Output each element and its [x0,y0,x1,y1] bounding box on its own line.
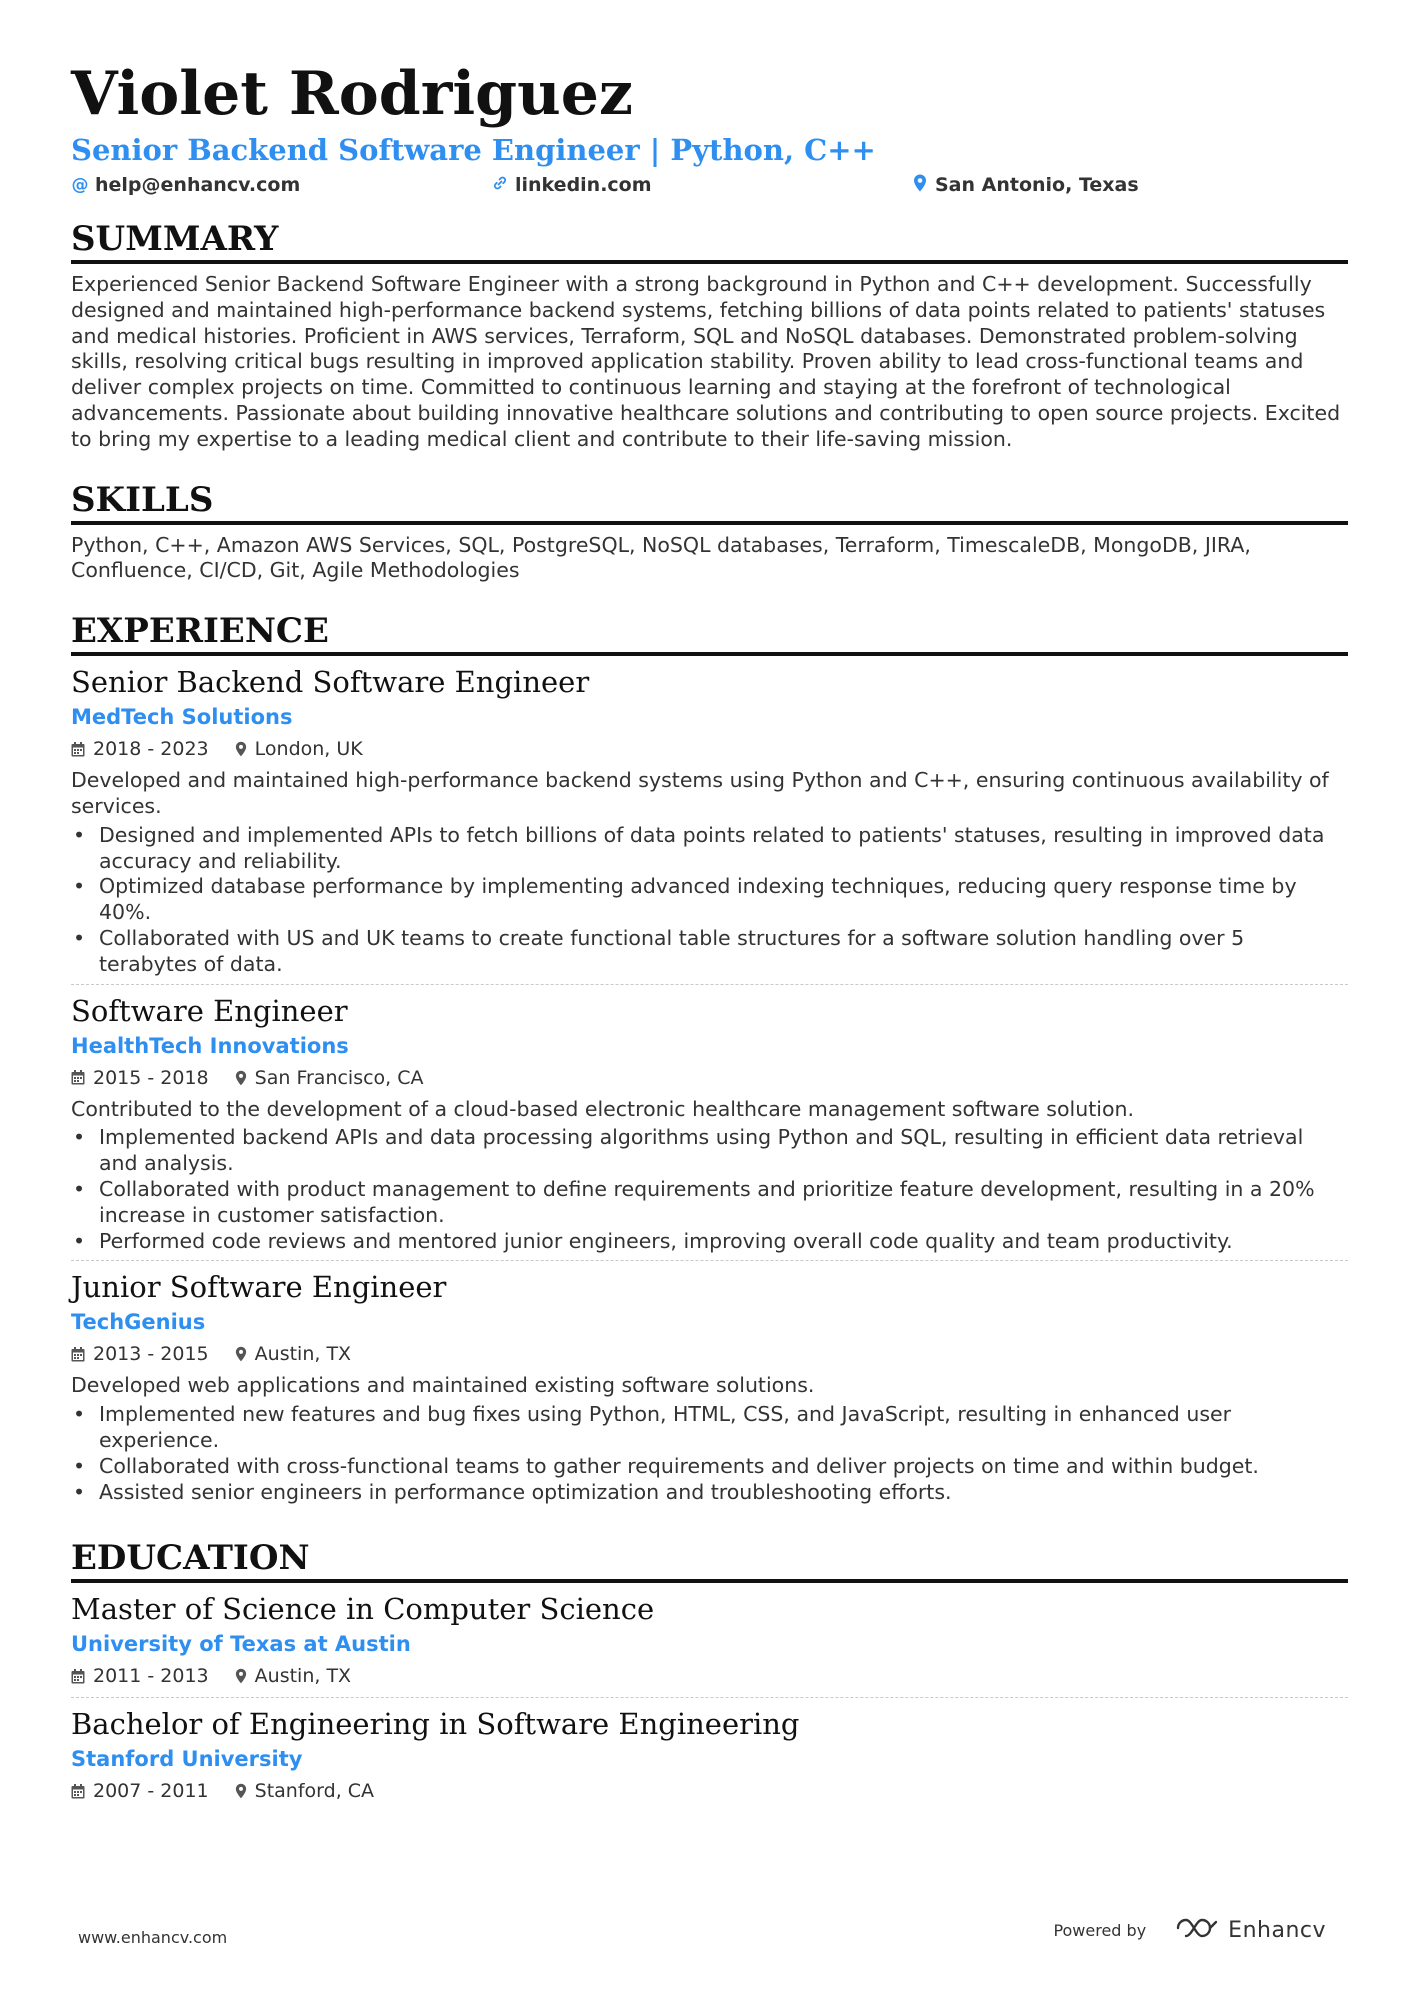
entry-dates: 2015 - 2018 [93,1066,209,1089]
entry-meta [71,1776,1348,1806]
list-item: • Designed and implemented APIs to fetch billions of data points related to patients' statuses, resulting in improved data accuracy and reliability. [71,823,1348,875]
contact-location [911,174,1139,197]
job-description: Contributed to the development of a cloud-based electronic healthcare management software solution. [71,1096,1135,1121]
powered-by-label: Powered by [1053,1920,1147,1940]
school-name: University of Texas at Austin [71,1632,411,1657]
entry-dates: 2018 - 2023 [93,738,209,761]
contact-linkedin-text: linkedin.com [515,174,652,196]
education-entry [71,1591,1348,1698]
list-item: • Collaborated with US and UK teams to create functional table structures for a software solution handling over 5 terabytes of data. [71,926,1348,978]
location-pin-icon [235,1668,247,1684]
job-title: Junior Software Engineer [71,1270,447,1305]
list-item: • Collaborated with product management to define requirements and prioritize feature development, resulting in a 20% increase in customer satisfaction. [71,1177,1348,1229]
calendar-icon [71,1347,85,1362]
entry-location: Austin, TX [254,1665,352,1688]
contact-email-text: help@enhancv.com [95,174,301,196]
contact-email[interactable] [71,174,491,196]
map-pin-icon [911,174,929,197]
degree-title: Master of Science in Computer Science [71,1592,655,1627]
link-icon [491,175,509,196]
footer-website[interactable]: www.enhancv.com [78,1928,228,1947]
brand-name: Enhancv [1228,1917,1326,1943]
job-title: Software Engineer [71,993,348,1028]
list-item: • Optimized database performance by implementing advanced indexing techniques, reducing query response time by 40%. [71,874,1348,926]
list-item: • Collaborated with cross-functional teams to gather requirements and deliver projects on time and within budget. [71,1454,1348,1480]
summary-title: SUMMARY [71,218,1348,264]
job-title: Senior Backend Software Engineer [71,665,590,700]
entry-meta [71,1063,1348,1093]
location-pin-icon [235,1346,247,1362]
company-name: TechGenius [71,1310,206,1335]
contact-linkedin[interactable] [491,174,911,196]
calendar-icon [71,1784,85,1799]
entry-location: Stanford, CA [254,1780,375,1803]
school-name: Stanford University [71,1747,303,1772]
degree-title: Bachelor of Engineering in Software Engineering [71,1707,800,1742]
candidate-headline: Senior Backend Software Engineer | Python, C++ [71,133,876,167]
company-name: HealthTech Innovations [71,1033,349,1058]
experience-entry [71,1269,1348,1511]
resume-content [71,58,1348,1812]
experience-title: EXPERIENCE [71,610,1348,656]
summary-text: Experienced Senior Backend Software Engineer with a strong background in Python and C++ development. Successfully designed and maintained high-performance backend systems, fetching billions of data points related to patients' statuses and medical histories. Proficient in AWS services, Terraform, SQL and NoSQL databases. Demonstrated problem-solving skills, resolving critical bugs resulting in improved application stability. Proven ability to lead cross-functional teams and deliver complex projects on time. Committed to continuous learning and staying at the forefront of technological advancements. Passionate about building innovative healthcare solutions and contributing to open source projects. Excited to bring my expertise to a leading medical client and contribute to their life-saving mission. [71,272,1341,451]
job-description: Developed and maintained high-performance backend systems using Python and C++, ensuring continuous availability of services. [71,768,1329,818]
entry-dates: 2013 - 2015 [93,1343,209,1366]
job-description: Developed web applications and maintained existing software solutions. [71,1373,815,1398]
entry-meta [71,734,1348,764]
skills-section [71,479,1348,585]
job-bullets [71,1125,1348,1254]
education-entry [71,1706,1348,1812]
experience-entry [71,993,1348,1262]
calendar-icon [71,1669,85,1684]
calendar-icon [71,742,85,757]
calendar-icon [71,1070,85,1085]
summary-section [71,218,1348,453]
list-item: • Implemented new features and bug fixes using Python, HTML, CSS, and JavaScript, resulting in enhanced user experience. [71,1402,1348,1454]
entry-location: Austin, TX [254,1343,352,1366]
list-item: • Implemented backend APIs and data processing algorithms using Python and SQL, resulting in efficient data retrieval and analysis. [71,1125,1348,1177]
location-pin-icon [235,1070,247,1086]
job-bullets [71,1402,1348,1505]
entry-meta [71,1339,1348,1369]
entry-meta [71,1661,1348,1691]
skills-text: Python, C++, Amazon AWS Services, SQL, PostgreSQL, NoSQL databases, Terraform, TimescaleDB, MongoDB, JIRA, Confluence, CI/CD, Git, Agile Methodologies [71,532,1251,583]
experience-section [71,610,1348,1511]
education-section [71,1537,1348,1812]
experience-entry [71,664,1348,984]
footer-branding [1053,1916,1326,1944]
location-pin-icon [235,741,247,757]
entry-location: London, UK [254,738,363,761]
job-bullets [71,823,1348,978]
at-icon: @ [71,175,89,195]
list-item: • Performed code reviews and mentored junior engineers, improving overall code quality and team productivity. [71,1229,1348,1255]
company-name: MedTech Solutions [71,705,293,730]
contact-location-text: San Antonio, Texas [935,174,1139,196]
education-title: EDUCATION [71,1537,1348,1583]
candidate-name: Violet Rodriguez [71,59,633,129]
list-item: • Assisted senior engineers in performance optimization and troubleshooting efforts. [71,1480,1348,1506]
entry-dates: 2011 - 2013 [93,1665,209,1688]
skills-title: SKILLS [71,479,1348,525]
entry-dates: 2007 - 2011 [93,1780,209,1803]
location-pin-icon [235,1783,247,1799]
contact-row [71,170,1348,200]
entry-location: San Francisco, CA [254,1066,424,1089]
enhancv-logo-icon [1174,1916,1220,1944]
